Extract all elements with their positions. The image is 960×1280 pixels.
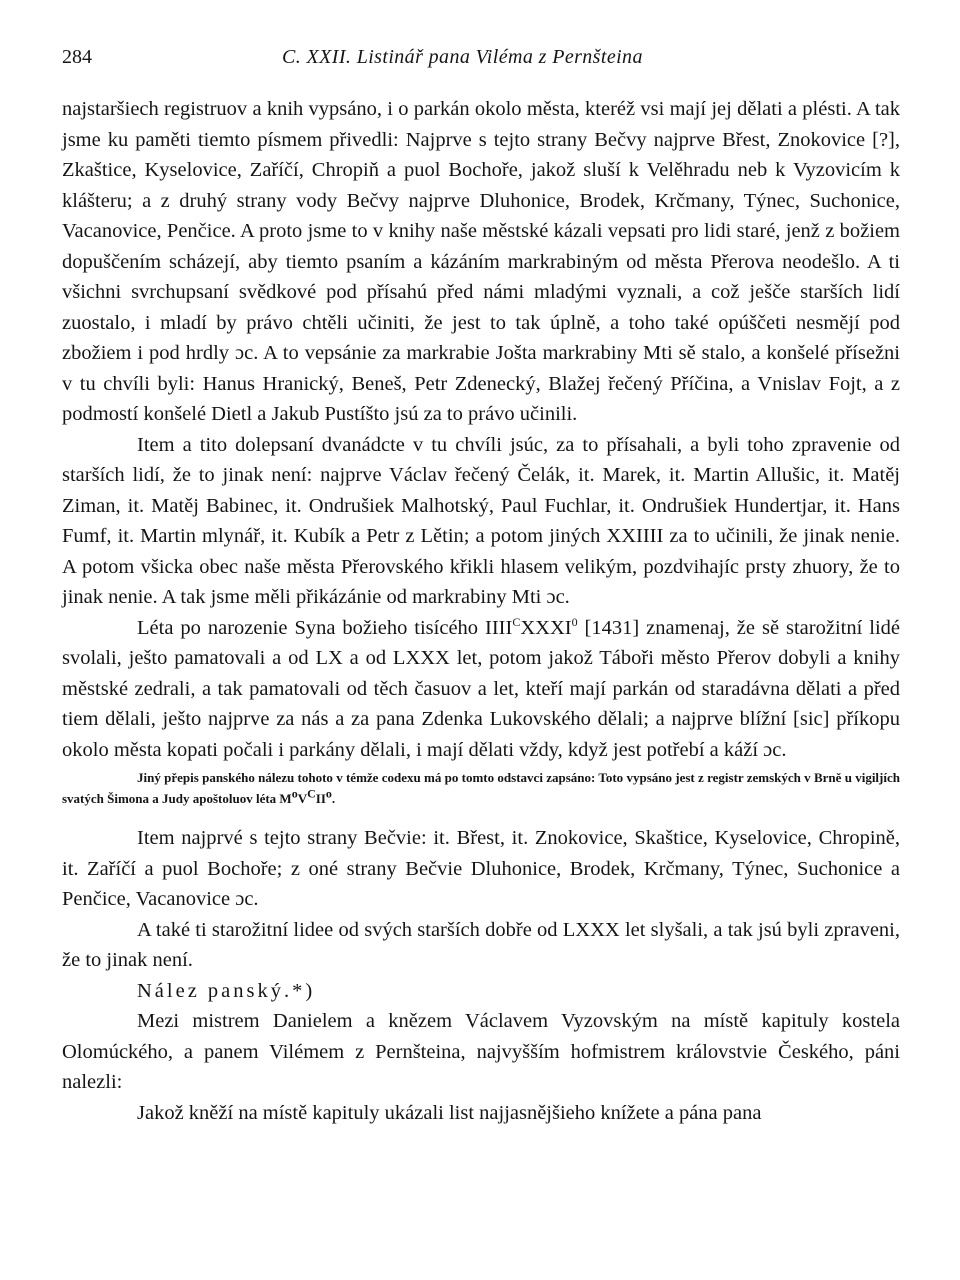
- note-text-middle2: II: [315, 791, 326, 806]
- body-text: [62, 94, 900, 1128]
- paragraph-villages: Item najprvé s tejto strany Bečvie: it. Břest, it. Znokovice, Skaštice, Kyselovice, Chropině, it. Zaříčí a puol Bochoře; z oné strany Bečvie Dluhonice, Brodek, Krčmany, Týnec, Suchonice a Penčice, Vacanovice ɔc.: [62, 827, 900, 910]
- page-header: [62, 42, 900, 76]
- paragraph-chapter: Jakož kněží na místě kapituly ukázali list najjasnějšieho knížete a pána pana: [137, 1101, 762, 1124]
- page-number: 284: [62, 46, 92, 68]
- paragraph-finding: Mezi mistrem Danielem a knězem Václavem Vyzovským na místě kapituly kostela Olomúckého, a panem Vilémem z Pernšteina, najvyšším hofmistrem královstvie Českého, páni nalezli:: [62, 1010, 900, 1093]
- editorial-note: [62, 767, 900, 809]
- note-superscript-2: C: [307, 786, 316, 801]
- dated-text-end: [1431] znamenaj, že sě starožitní lidé svolali, ješto pamatovali a od LX a od LXXX let, potom jakož Táboři město Přerov dobyli a knihy městské zedrali, a tak pamatovali od těch časuov a let, kteří mají parkán od staradávna dělati a před tiem dělali, ješto najprve za nás a za pana Zdenka Lukovského dělali; a najprve blížní [sic] příkopu okolo města kopati počali i parkány dělali, i mají dělati vždy, když jest potřebí a káží ɔc.: [62, 616, 900, 761]
- paragraph-witnesses: Item a tito dolepsaní dvanádcte v tu chvíli jsúc, za to přísahali, a byli toho zpravenie od starších lidí, že to jinak není: najprve Václav řečený Čelák, it. Marek, it. Martin Allušic, it. Matěj Ziman, it. Matěj Babinec, it. Ondrušiek Malhotský, Paul Fuchlar, it. Ondrušiek Hundertjar, it. Hans Fumf, it. Martin mlynář, it. Kubík a Petr z Lětin; a potom jiných XXIIII za to učinili, že jinak nenie. A potom všicka obec naše města Přerovského křikli hlasem velikým, pozdvihajíc prsty zhuory, že to jinak nenie. A tak jsme měli přikázánie od markrabiny Mti ɔc.: [62, 433, 900, 608]
- paragraph-dated: [62, 613, 900, 766]
- dated-text-start: Léta po narozenie Syna božieho tisícého IIII: [137, 616, 513, 639]
- note-text-start: Jiný přepis panského nálezu tohoto v témže codexu má po tomto odstavci zapsáno: Toto vypsáno jest z registr zemských v Brně u vigiljích svatých Šimona a Judy apoštoluov léta M: [62, 770, 900, 806]
- paragraph-continuation: najstaršiech registruov a knih vypsáno, i o parkán okolo města, kteréž vsi mají jej dělati a plésti. A tak jsme ku paměti tiemto písmem přivedli: Najprve s tejto strany Bečvy najprve Břest, Znokovice [?], Zkaštice, Kyselovice, Zaříčí, Chropiň a puol Bochoře, jakož sluší k Velěhradu neb k Vyzovicím k klášteru; a z druhý strany vody Bečvy najprve Dluhonice, Brodek, Krčmany, Týnec, Suchonice, Vacanovice, Penčice. A proto jsme to v knihy naše městské kázali vepsati pro lidi staré, jenž z božiem dopuščením scházejí, aby tiemto psaním a kázáním markrabiným od města Přerova neodešlo. A ti všichni svrchupsaní svědkové pod přísahú před námi mladými vyznali, a což ješče starších lidí zuostalo, i mladí by právo chtěli učiniti, že jest to tak úplně, a toho také opúščeti nesmějí pod zbožiem i pod hrdly ɔc. A to vepsánie za markrabie Jošta markrabiny Mti sě stalo, a konšelé přísežni v tu chvíli byli: Hanus Hranický, Beneš, Petr Zdenecký, Blažej řečený Příčina, a Vnislav Fojt, a z podmostí konšelé Dietl a Jakub Pustíšto jsú za to právo učinili.: [62, 98, 900, 425]
- note-superscript-1: o: [291, 786, 298, 801]
- note-text-end: .: [331, 791, 336, 806]
- dated-superscript-o: 0: [571, 614, 578, 629]
- note-text-middle: V: [297, 791, 308, 806]
- section-heading: Nález panský.*): [137, 979, 316, 1002]
- running-title: C. XXII. Listinář pana Viléma z Pernšteina: [282, 46, 643, 68]
- note-superscript-3: o: [325, 786, 332, 801]
- dated-superscript-c: C: [512, 614, 521, 629]
- paragraph-elders: A také ti starožitní lidee od svých starších dobře od LXXX let slyšali, a tak jsú byli zpraveni, že to jinak není.: [62, 918, 900, 971]
- dated-text-middle: XXXI: [520, 616, 572, 639]
